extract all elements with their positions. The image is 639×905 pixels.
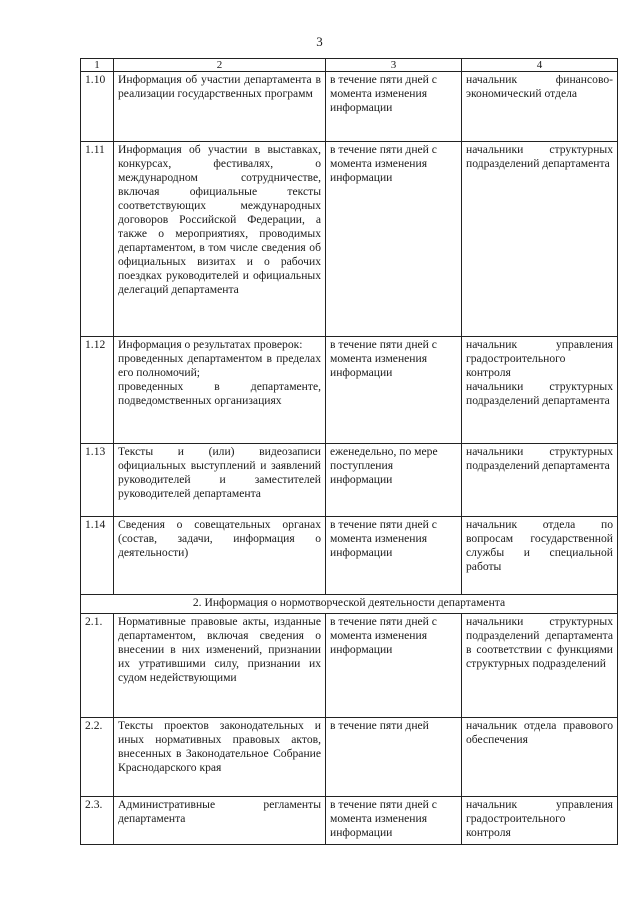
- row-term: еженедельно, по мере поступления информации: [326, 444, 462, 517]
- row-number: 2.1.: [81, 614, 114, 718]
- row-term: в течение пяти дней с момента изменения информации: [326, 337, 462, 444]
- row-description: Нормативные правовые акты, изданные департаментом, включая сведения о внесении в них изменений, признании их утратившими силу, признании их судом недействующими: [114, 614, 326, 718]
- description-line: Информация о результатах проверок:: [118, 338, 303, 351]
- row-responsible: начальник финансово-экономический отдела: [462, 72, 618, 142]
- row-description: Тексты проектов законодательных и иных нормативных правовых актов, внесенных в Законодательное Собрание Краснодарского края: [114, 718, 326, 797]
- row-number: 1.14: [81, 517, 114, 595]
- page-number: 3: [316, 34, 323, 49]
- header-row: [81, 59, 618, 72]
- table-row: [81, 142, 618, 337]
- row-number: 1.11: [81, 142, 114, 337]
- header-col-1: 1: [81, 59, 114, 72]
- table-row: [81, 72, 618, 142]
- row-number: 2.2.: [81, 718, 114, 797]
- info-table: [80, 58, 618, 845]
- row-number: 1.13: [81, 444, 114, 517]
- row-responsible: начальники структурных подразделений департамента: [462, 142, 618, 337]
- row-term: в течение пяти дней с момента изменения информации: [326, 797, 462, 845]
- table-row: [81, 444, 618, 517]
- row-term: в течение пяти дней с момента изменения информации: [326, 517, 462, 595]
- responsible-line: начальники структурных подразделений департамента: [466, 380, 613, 407]
- description-line: проведенных в департаменте, подведомственных организациях: [118, 380, 321, 407]
- row-description: Информация об участии департамента в реализации государственных программ: [114, 72, 326, 142]
- row-description: Информация об участии в выставках, конкурсах, фестивалях, о международном сотрудничестве, включая официальные тексты соответствующих международных договоров Российской Федерации, а также о мероприятиях, проводимых департаментом, в том числе сведения об официальных визитах и о рабочих поездках руководителей и официальных делегаций департамента: [114, 142, 326, 337]
- header-col-3: 3: [326, 59, 462, 72]
- row-term: в течение пяти дней с момента изменения информации: [326, 72, 462, 142]
- row-term: в течение пяти дней с момента изменения информации: [326, 142, 462, 337]
- row-number: 1.12: [81, 337, 114, 444]
- row-description: [114, 337, 326, 444]
- row-term: в течение пяти дней: [326, 718, 462, 797]
- row-term: в течение пяти дней с момента изменения информации: [326, 614, 462, 718]
- header-col-4: 4: [462, 59, 618, 72]
- row-responsible: начальник управления градостроительного контроля: [462, 797, 618, 845]
- table-row: [81, 718, 618, 797]
- table-row: [81, 517, 618, 595]
- row-number: 2.3.: [81, 797, 114, 845]
- row-responsible: начальник отдела по вопросам государственной службы и специальной работы: [462, 517, 618, 595]
- row-responsible: начальник отдела правового обеспечения: [462, 718, 618, 797]
- row-description: Административные регламенты департамента: [114, 797, 326, 845]
- description-line: проведенных департаментом в пределах его полномочий;: [118, 352, 321, 379]
- section-title: 2. Информация о нормотворческой деятельности департамента: [81, 595, 618, 614]
- table-row: [81, 797, 618, 845]
- row-description: Сведения о совещательных органах (состав, задачи, информация о деятельности): [114, 517, 326, 595]
- responsible-line: начальник управления градостроительного контроля: [466, 338, 613, 379]
- row-responsible: начальники структурных подразделений департамента: [462, 444, 618, 517]
- table-row: [81, 614, 618, 718]
- table-row: [81, 337, 618, 444]
- row-responsible: [462, 337, 618, 444]
- row-responsible: начальники структурных подразделений департамента в соответствии с функциями структурных подразделений: [462, 614, 618, 718]
- row-number: 1.10: [81, 72, 114, 142]
- section-header-row: [81, 595, 618, 614]
- header-col-2: 2: [114, 59, 326, 72]
- row-description: Тексты и (или) видеозаписи официальных выступлений и заявлений руководителей и заместителей руководителей департамента: [114, 444, 326, 517]
